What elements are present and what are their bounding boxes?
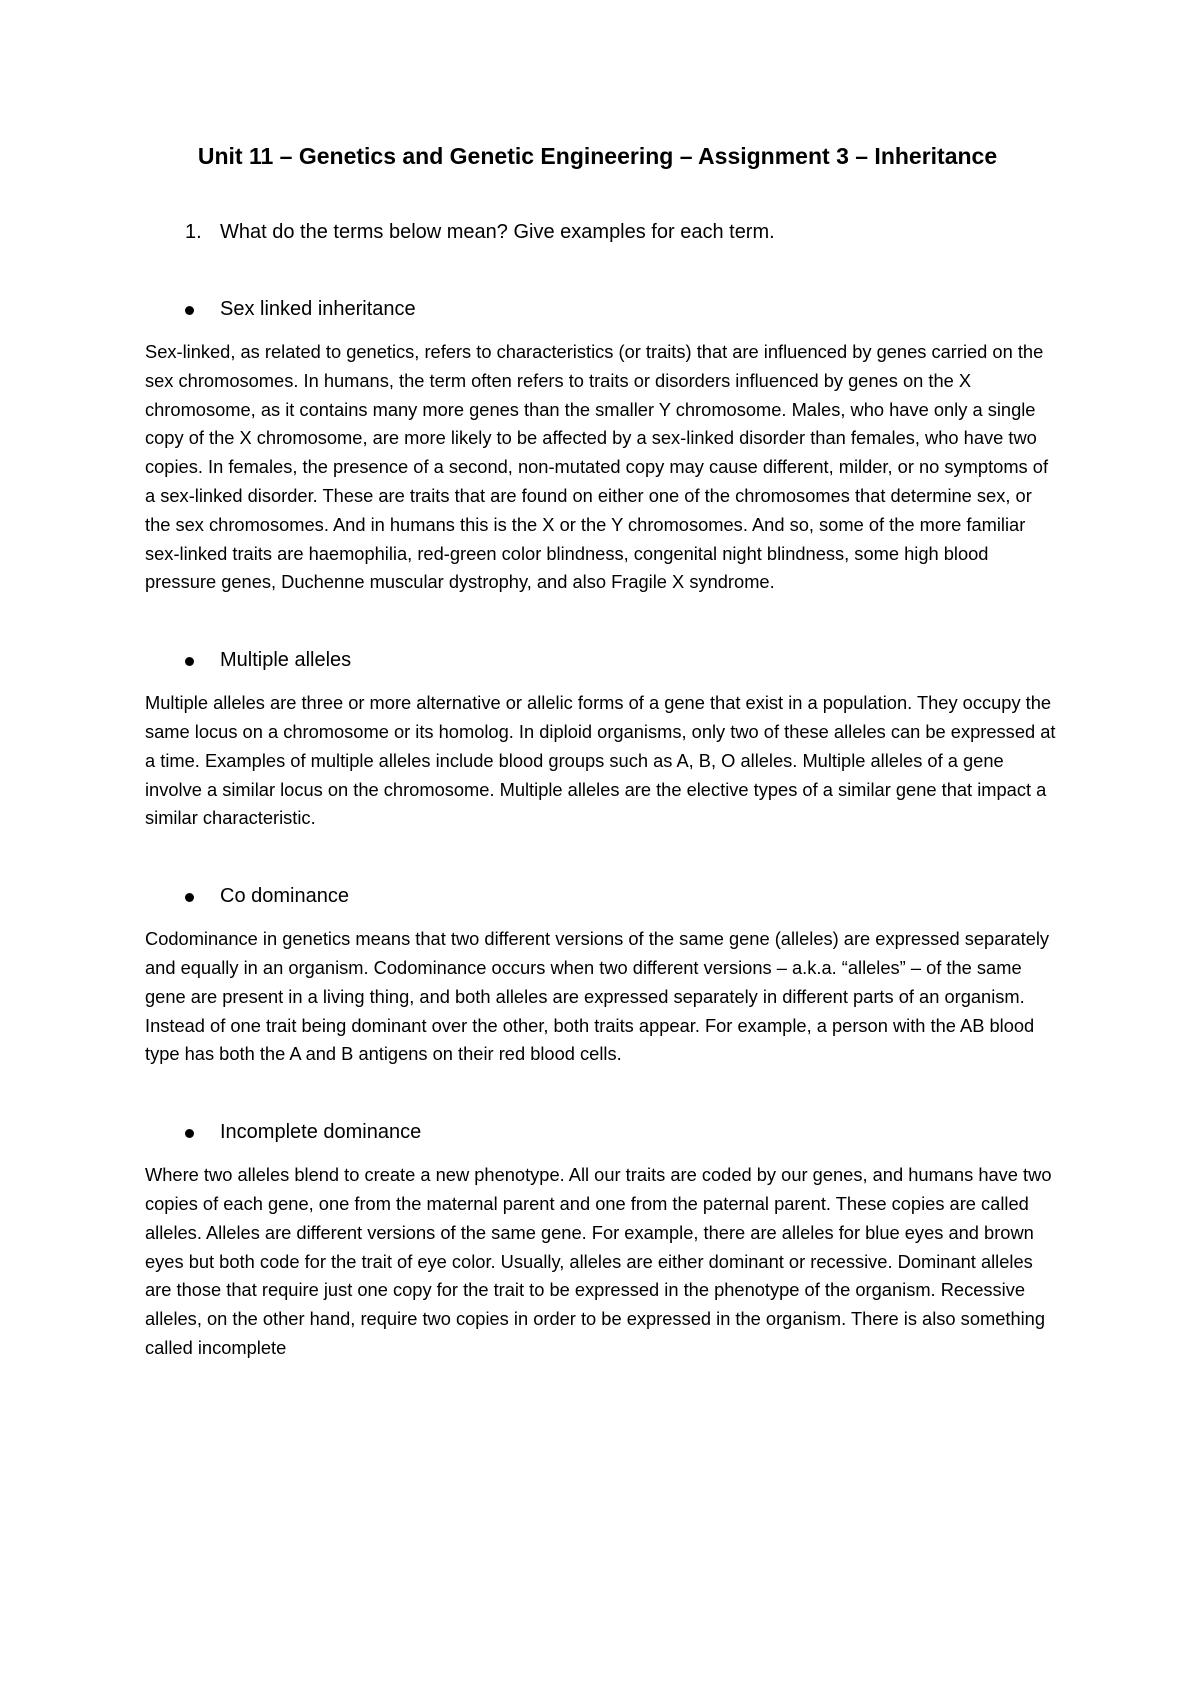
section-heading-text: Sex linked inheritance bbox=[220, 298, 416, 320]
section-heading-incomplete-dominance bbox=[185, 1118, 1060, 1146]
section-body-multiple-alleles: Multiple alleles are three or more alternative or allelic forms of a gene that exist in a population. They occupy the same locus on a chromosome or its homolog. In diploid organisms, only two of these alleles can be expressed at a time. Examples of multiple alleles include blood groups such as A, B, O alleles. Multiple alleles of a gene involve a similar locus on the chromosome. Multiple alleles are the elective types of a similar gene that impact a similar characteristic. bbox=[145, 692, 1056, 829]
bullet-icon bbox=[185, 657, 194, 666]
section-heading-text: Multiple alleles bbox=[220, 649, 352, 672]
section-heading-co-dominance bbox=[185, 882, 1060, 910]
question-number: 1. bbox=[185, 221, 202, 243]
section-body-sex-linked: Sex-linked, as related to genetics, refers to characteristics (or traits) that are influenced by genes carried on the sex chromosomes. In humans, the term often refers to traits or disorders influenced by genes on the X chromosome, as it contains many more genes than the smaller Y chromosome. Males, who have only a single copy of the X chromosome, are more likely to be affected by a sex-linked disorder than females, who have two copies. In females, the presence of a second, non-mutated copy may cause different, milder, or no symptoms of a sex-linked disorder. These are traits that are found on either one of the chromosomes that determine sex, or the sex chromosomes. And in humans this is the X or the Y chromosomes. And so, some of the more familiar sex-linked traits are haemophilia, red-green color blindness, congenital night blindness, some high blood pressure genes, Duchenne muscular dystrophy, and also Fragile X syndrome. bbox=[145, 341, 1049, 593]
bullet-icon bbox=[185, 893, 194, 902]
bullet-icon bbox=[185, 306, 194, 315]
section-body-co-dominance: Codominance in genetics means that two different versions of the same gene (alleles) are expressed separately and equally in an organism. Codominance occurs when two different versions – a.k.a. “alleles” – of the same gene are present in a living thing, and both alleles are expressed separately in different parts of an organism. Instead of one trait being dominant over the other, both traits appear. For example, a person with the AB blood type has both the A and B antigens on their red blood cells. bbox=[145, 928, 1050, 1065]
question-1 bbox=[145, 218, 1060, 246]
document-title: Unit 11 – Genetics and Genetic Engineering – Assignment 3 – Inheritance bbox=[197, 143, 998, 169]
document-page bbox=[145, 140, 1060, 1363]
section-body-incomplete-dominance: Where two alleles blend to create a new phenotype. All our traits are coded by our genes, and humans have two copies of each gene, one from the maternal parent and one from the paternal parent. These copies are called alleles. Alleles are different versions of the same gene. For example, there are alleles for blue eyes and brown eyes but both code for the trait of eye color. Usually, alleles are either dominant or recessive. Dominant alleles are those that require just one copy for the trait to be expressed in the phenotype of the organism. Recessive alleles, on the other hand, require two copies in order to be expressed in the organism. There is also something called incomplete bbox=[145, 1164, 1052, 1358]
bullet-icon bbox=[185, 1129, 194, 1138]
section-heading-text: Incomplete dominance bbox=[220, 1121, 422, 1144]
section-heading-sex-linked bbox=[185, 295, 1060, 323]
section-heading-text: Co dominance bbox=[220, 885, 349, 908]
section-heading-multiple-alleles bbox=[185, 646, 1060, 674]
question-text: What do the terms below mean? Give examples for each term. bbox=[220, 221, 775, 243]
